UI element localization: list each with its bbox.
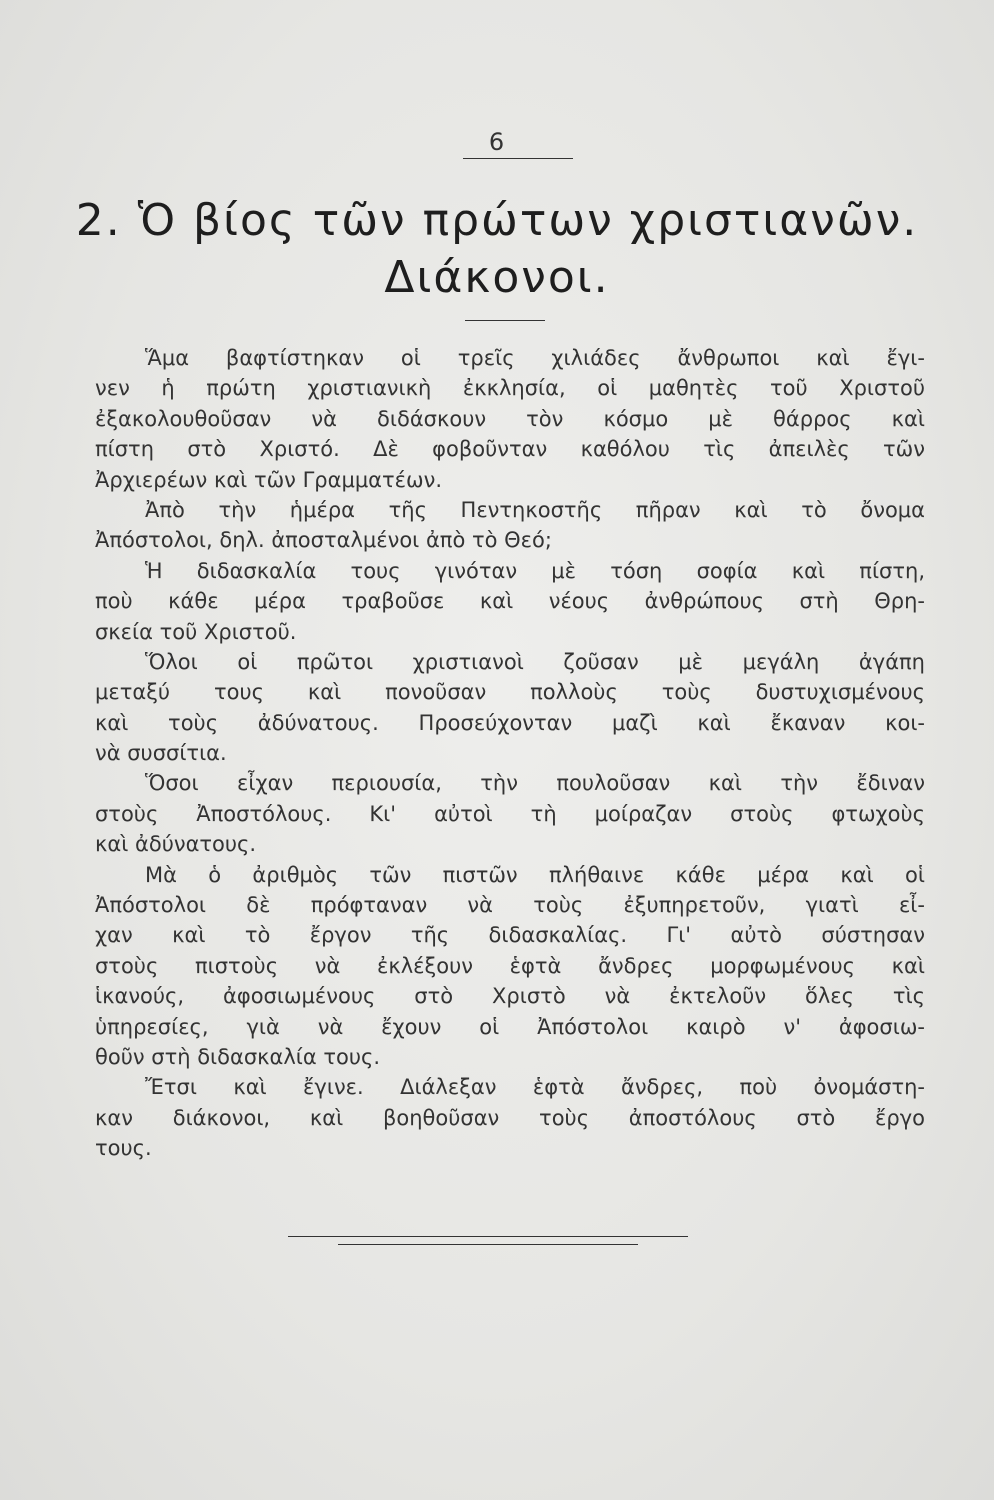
text-line: στοὺς Ἀποστόλους. Κι' αὐτοὶ τὴ μοίραζαν στοὺς φτωχοὺς	[95, 801, 925, 826]
header-rule	[463, 158, 573, 159]
text-line: καν διάκονοι, καὶ βοηθοῦσαν τοὺς ἀποστόλους στὸ ἔργο	[95, 1105, 925, 1130]
paragraph	[95, 647, 925, 769]
text-line: μεταξύ τους καὶ πονοῦσαν πολλοὺς τοὺς δυστυχισμένους	[95, 680, 925, 705]
text-line: Ὅσοι εἶχαν περιουσία, τὴν πουλοῦσαν καὶ τὴν ἔδιναν	[145, 771, 925, 796]
chapter-subtitle: Διάκονοι.	[384, 252, 610, 303]
text-line: νὰ συσσίτια.	[95, 741, 227, 766]
paragraph	[95, 495, 925, 556]
paragraph	[95, 556, 925, 647]
text-line: ποὺ κάθε μέρα τραβοῦσε καὶ νέους ἀνθρώπους στὴ Θρη-	[95, 589, 925, 614]
text-line: τους.	[95, 1136, 152, 1161]
title-rule	[465, 320, 545, 321]
text-line: Ἀπὸ τὴν ἡμέρα τῆς Πεντηκοστῆς πῆραν καὶ τὸ ὄνομα	[145, 497, 925, 522]
paragraph	[95, 860, 925, 1073]
text-line: ὑπηρεσίες, γιὰ νὰ ἔχουν οἱ Ἀπόστολοι καιρὸ ν' ἀφοσιω-	[95, 1014, 925, 1039]
text-line: Ἀρχιερέων καὶ τῶν Γραμματέων.	[95, 467, 443, 492]
paragraph	[95, 768, 925, 859]
text-line: ἱκανούς, ἀφοσιωμένους στὸ Χριστὸ νὰ ἐκτελοῦν ὅλες τὶς	[95, 984, 925, 1009]
paragraph	[95, 1072, 925, 1163]
text-line: Ἀπόστολοι, δηλ. ἀποσταλμένοι ἀπὸ τὸ Θεό;	[95, 528, 552, 553]
text-line: ἐξακολουθοῦσαν νὰ διδάσκουν τὸν κόσμο μὲ θάρρος καὶ	[95, 406, 925, 431]
text-line: καὶ τοὺς ἀδύνατους. Προσεύχονταν μαζὶ καὶ ἔκαναν κοι-	[95, 710, 925, 735]
body-text	[95, 343, 925, 1164]
page-number: 6	[488, 128, 506, 156]
text-line: Ἔτσι καὶ ἔγινε. Διάλεξαν ἑφτὰ ἄνδρες, ποὺ ὀνομάστη-	[145, 1075, 925, 1100]
text-line: χαν καὶ τὸ ἔργον τῆς διδασκαλίας. Γι' αὐτὸ σύστησαν	[95, 923, 925, 948]
text-line: σκεία τοῦ Χριστοῦ.	[95, 619, 297, 644]
text-line: νεν ἡ πρώτη χριστιανικὴ ἐκκλησία, οἱ μαθητὲς τοῦ Χριστοῦ	[95, 376, 925, 401]
text-line: Ὅλοι οἱ πρῶτοι χριστιανοὶ ζοῦσαν μὲ μεγάλη ἀγάπη	[145, 649, 925, 674]
chapter-title: 2. Ὁ βίος τῶν πρώτων χριστιανῶν.	[75, 195, 919, 246]
end-rule-short	[338, 1244, 638, 1245]
end-rule-long	[288, 1236, 688, 1237]
text-line: Μὰ ὁ ἀριθμὸς τῶν πιστῶν πλήθαινε κάθε μέρα καὶ οἱ	[145, 862, 925, 887]
text-line: πίστη στὸ Χριστό. Δὲ φοβοῦνταν καθόλου τὶς ἀπειλὲς τῶν	[95, 437, 925, 462]
text-line: θοῦν στὴ διδασκαλία τους.	[95, 1044, 381, 1069]
text-line: καὶ ἀδύνατους.	[95, 832, 257, 857]
text-line: στοὺς πιστοὺς νὰ ἐκλέξουν ἑφτὰ ἄνδρες μορφωμένους καὶ	[95, 953, 925, 978]
paragraph	[95, 343, 925, 495]
text-line: Ἀπόστολοι δὲ πρόφταναν νὰ τοὺς ἐξυπηρετοῦν, γιατὶ εἶ-	[95, 893, 925, 918]
text-line: Ἅμα βαφτίστηκαν οἱ τρεῖς χιλιάδες ἄνθρωποι καὶ ἔγι-	[145, 346, 925, 370]
text-line: Ἡ διδασκαλία τους γινόταν μὲ τόση σοφία καὶ πίστη,	[145, 558, 925, 583]
